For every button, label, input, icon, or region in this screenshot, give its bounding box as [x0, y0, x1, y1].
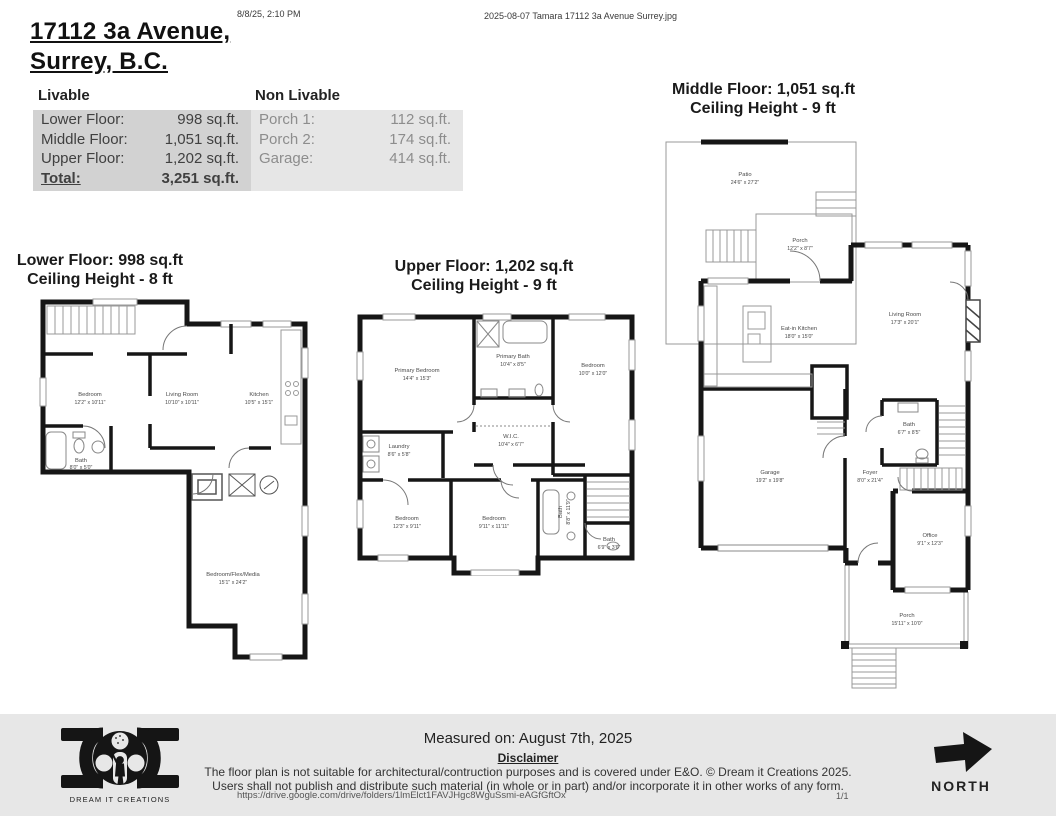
kitchen-counter	[281, 330, 301, 444]
room-dims: 10'0" x 12'0"	[578, 371, 608, 377]
room-label: Bedroom	[581, 363, 605, 369]
room-label: Foyer	[862, 470, 878, 476]
room-label: Garage	[760, 470, 780, 476]
room-dims: 18'0" x 15'0"	[784, 334, 814, 340]
room-label: Porch	[792, 238, 808, 244]
room-dims: 14'4" x 15'3"	[402, 376, 432, 382]
footer-bar	[0, 714, 1056, 816]
room-dims: 12'2" x 10'11"	[74, 400, 106, 406]
row-label: Middle Floor:	[41, 130, 128, 148]
row-label: Porch 2:	[259, 130, 315, 148]
patio-outline	[666, 142, 968, 688]
room-label: Living Room	[888, 312, 922, 318]
room-dims: 8'0" x 5'0"	[69, 465, 93, 471]
room-dims: 17'3" x 20'1"	[890, 320, 920, 326]
middle-floor-plan	[660, 136, 995, 696]
room-dims: 8'0" x 21'4"	[857, 478, 883, 484]
room-dims: 6'9" x 3'6"	[597, 545, 621, 551]
address-line-1: 17112 3a Avenue,	[30, 18, 231, 45]
north-arrow-icon	[932, 730, 994, 776]
printed-timestamp: 8/8/25, 2:10 PM	[237, 9, 301, 19]
livable-table	[33, 110, 251, 191]
garage-door	[718, 545, 828, 551]
room-dims: 8'6" x 5'8"	[387, 452, 411, 458]
room-dims: 10'4" x 6'7"	[498, 442, 524, 448]
room-label: Kitchen	[249, 392, 269, 398]
table-row	[251, 110, 463, 130]
row-value: 998 sq.ft.	[177, 111, 239, 128]
file-name: 2025-08-07 Tamara 17112 3a Avenue Surrey.jpg	[484, 11, 677, 21]
disclaimer-title: Disclaimer	[497, 751, 559, 765]
room-label: Bedroom/Flex/Media	[206, 572, 260, 578]
room-label: Bedroom	[78, 392, 102, 398]
page-number: 1/1	[836, 791, 849, 801]
non-livable-table	[251, 110, 463, 191]
table-row	[251, 130, 463, 150]
room-dims: 12'2" x 8'7"	[787, 246, 813, 252]
door-arcs	[790, 251, 968, 563]
fireplace	[966, 296, 980, 342]
laundry-fixtures	[363, 436, 379, 472]
source-url: https://drive.google.com/drive/folders/1lmElct1FAVJHgc8WguSsmi-eAGfGftOx	[237, 790, 566, 801]
room-label: Laundry	[388, 444, 410, 450]
lower-floor-subtitle: Ceiling Height - 8 ft	[27, 271, 173, 288]
row-value: 1,202 sq.ft.	[164, 150, 239, 167]
lower-floor-heading	[10, 251, 190, 289]
middle-floor-title: Middle Floor: 1,051 sq.ft	[672, 81, 856, 98]
north-label: NORTH	[931, 778, 991, 794]
logo-wordmark: DREAM IT CREATIONS	[69, 795, 171, 804]
room-dims: 19'2" x 19'8"	[755, 478, 785, 484]
row-label: Total:	[41, 169, 81, 187]
room-dims: 15'1" x 24'2"	[218, 580, 248, 586]
row-label: Lower Floor:	[41, 111, 125, 128]
non-livable-heading: Non Livable	[255, 87, 341, 104]
table-row	[33, 110, 251, 130]
room-label: Bath	[558, 506, 564, 518]
table-row	[33, 169, 251, 189]
middle-floor-subtitle: Ceiling Height - 9 ft	[690, 100, 836, 117]
row-value: 112 sq.ft.	[390, 111, 451, 128]
room-label: Office	[922, 533, 938, 539]
interior-walls	[701, 366, 937, 563]
row-label: Porch 1:	[259, 111, 315, 128]
middle-floor-heading	[672, 80, 854, 118]
room-label: Bath	[603, 537, 615, 543]
upper-floor-title: Upper Floor: 1,202 sq.ft	[394, 258, 574, 275]
interior-walls	[43, 324, 271, 472]
room-label: Patio	[738, 172, 752, 178]
row-value: 414 sq.ft.	[389, 150, 451, 167]
room-label: Bath	[903, 422, 915, 428]
upper-floor-heading	[394, 257, 574, 295]
room-dims: 8'8" x 11'9"	[566, 499, 572, 525]
room-dims: 9'1" x 12'3"	[917, 541, 943, 547]
door-arcs	[83, 326, 249, 494]
livable-heading: Livable	[38, 87, 90, 104]
disclaimer-line-2: Users shall not publish and distribute such material (in whole or in part) and/or incorporate it in other works of any form.	[212, 779, 844, 793]
address-line-2: Surrey, B.C.	[30, 48, 168, 76]
stairs	[47, 306, 135, 334]
lower-floor-title: Lower Floor: 998 sq.ft	[16, 252, 184, 269]
measured-on-text: Measured on: August 7th, 2025	[423, 730, 633, 747]
room-label: Bedroom	[482, 516, 506, 522]
row-value: 174 sq.ft.	[389, 130, 451, 148]
table-row	[33, 149, 251, 169]
row-value: 1,051 sq.ft.	[164, 130, 239, 148]
stairs	[587, 482, 630, 517]
room-dims: 15'11" x 10'0"	[891, 621, 923, 627]
rotated-bath-label	[558, 499, 572, 524]
room-label: W.I.C.	[503, 434, 519, 440]
room-dims: 6'7" x 8'5"	[897, 430, 921, 436]
room-label: Bath	[75, 458, 87, 464]
table-row	[251, 149, 463, 169]
room-label: Porch	[899, 613, 915, 619]
room-label: Living Room	[165, 392, 199, 398]
room-dims: 9'11" x 11'11"	[478, 524, 510, 530]
upper-floor-plan	[353, 310, 637, 576]
room-label: Bedroom	[395, 516, 419, 522]
lower-floor-plan	[35, 296, 313, 664]
row-value: 3,251 sq.ft.	[161, 169, 239, 187]
upper-floor-subtitle: Ceiling Height - 9 ft	[411, 277, 557, 294]
room-dims: 24'6" x 27'2"	[730, 180, 760, 186]
row-label: Upper Floor:	[41, 150, 125, 167]
room-dims: 12'3" x 9'11"	[392, 524, 422, 530]
closet	[229, 474, 278, 496]
disclaimer-line-1: The floor plan is not suitable for architectural/contruction purposes and is covered under E&O. © Dream it Creations 2025.	[204, 765, 852, 779]
room-label: Eat-in Kitchen	[780, 326, 818, 332]
table-row	[33, 130, 251, 150]
fireplace	[192, 474, 222, 500]
room-dims: 10'4" x 8'5"	[500, 362, 526, 368]
row-label: Garage:	[259, 150, 314, 167]
room-label: Primary Bath	[496, 354, 530, 360]
page-title	[30, 17, 230, 77]
room-dims: 10'5" x 15'1"	[244, 400, 274, 406]
room-dims: 10'10" x 10'11"	[165, 400, 199, 406]
room-label: Primary Bedroom	[394, 368, 440, 374]
